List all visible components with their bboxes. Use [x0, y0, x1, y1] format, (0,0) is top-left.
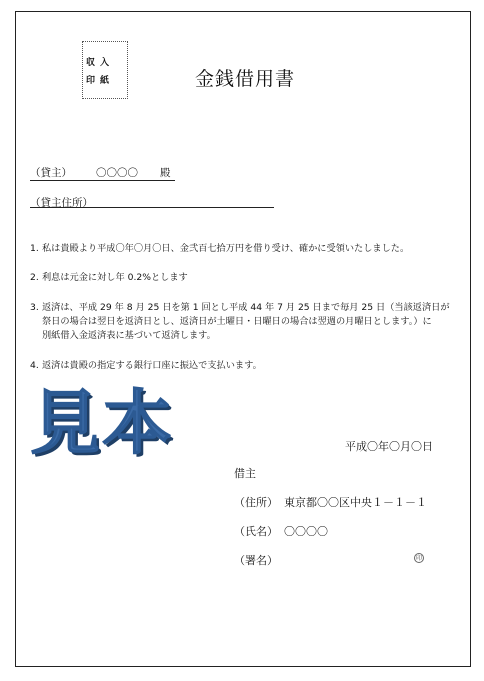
clause-text: 私は貴殿より平成〇年〇月〇日、金弐百七拾万円を借り受け、確かに受領いたしました。 — [42, 243, 410, 254]
clause-text-continuation: 別紙借入金返済表に基づいて返済します。 — [42, 330, 216, 341]
lender-address-underline — [30, 207, 274, 208]
lender-honorific: 殿 — [160, 167, 171, 179]
clause-number: 3. — [30, 302, 39, 313]
sample-watermark: 見本 — [30, 382, 174, 464]
borrower-address: 東京都〇〇区中央１－１－１ — [284, 496, 427, 509]
clause-number: 1. — [30, 243, 39, 254]
document-title: 金銭借用書 — [195, 68, 296, 90]
lender-underline — [30, 180, 175, 181]
clause-2 — [30, 271, 188, 285]
borrower-name: 〇〇〇〇 — [284, 525, 328, 538]
clause-3 — [30, 301, 450, 343]
borrower-name-row — [234, 523, 328, 539]
borrower-address-label: （住所） — [234, 496, 278, 509]
document-date: 平成〇年〇月〇日 — [345, 440, 433, 453]
clause-text-continuation: 祭日の場合は翌日を返済日とし、返済日が土曜日・日曜日の場合は翌週の月曜日とします。）に — [42, 316, 432, 327]
clause-1 — [30, 242, 409, 256]
borrower-name-label: （氏名） — [234, 525, 278, 538]
revenue-stamp-label-line1: 収入 — [86, 58, 115, 68]
clause-number: 2. — [30, 272, 39, 283]
seal-mark: 印 — [415, 555, 422, 562]
lender-row — [30, 165, 171, 180]
lender-address-label: （貸主住所） — [30, 197, 93, 209]
revenue-stamp-box — [82, 41, 128, 99]
lender-label: （貸主） — [30, 167, 72, 179]
revenue-stamp-label-line2: 印紙 — [86, 76, 115, 86]
clause-text: 利息は元金に対し年 0.2%とします — [42, 272, 188, 283]
borrower-heading: 借主 — [234, 467, 256, 480]
lender-name: 〇〇〇〇 — [96, 167, 138, 179]
clause-4 — [30, 359, 262, 373]
clause-number: 4. — [30, 360, 39, 371]
clause-text: 返済は、平成 29 年 8 月 25 日を第 1 回とし平成 44 年 7 月 25 日まで毎月 25 日（当該返済日が — [42, 302, 450, 313]
borrower-address-row — [234, 494, 427, 510]
borrower-signature-label: （署名） — [234, 554, 278, 567]
borrower-signature-row — [234, 552, 278, 568]
clause-text: 返済は貴殿の指定する銀行口座に振込で支払います。 — [42, 360, 262, 371]
